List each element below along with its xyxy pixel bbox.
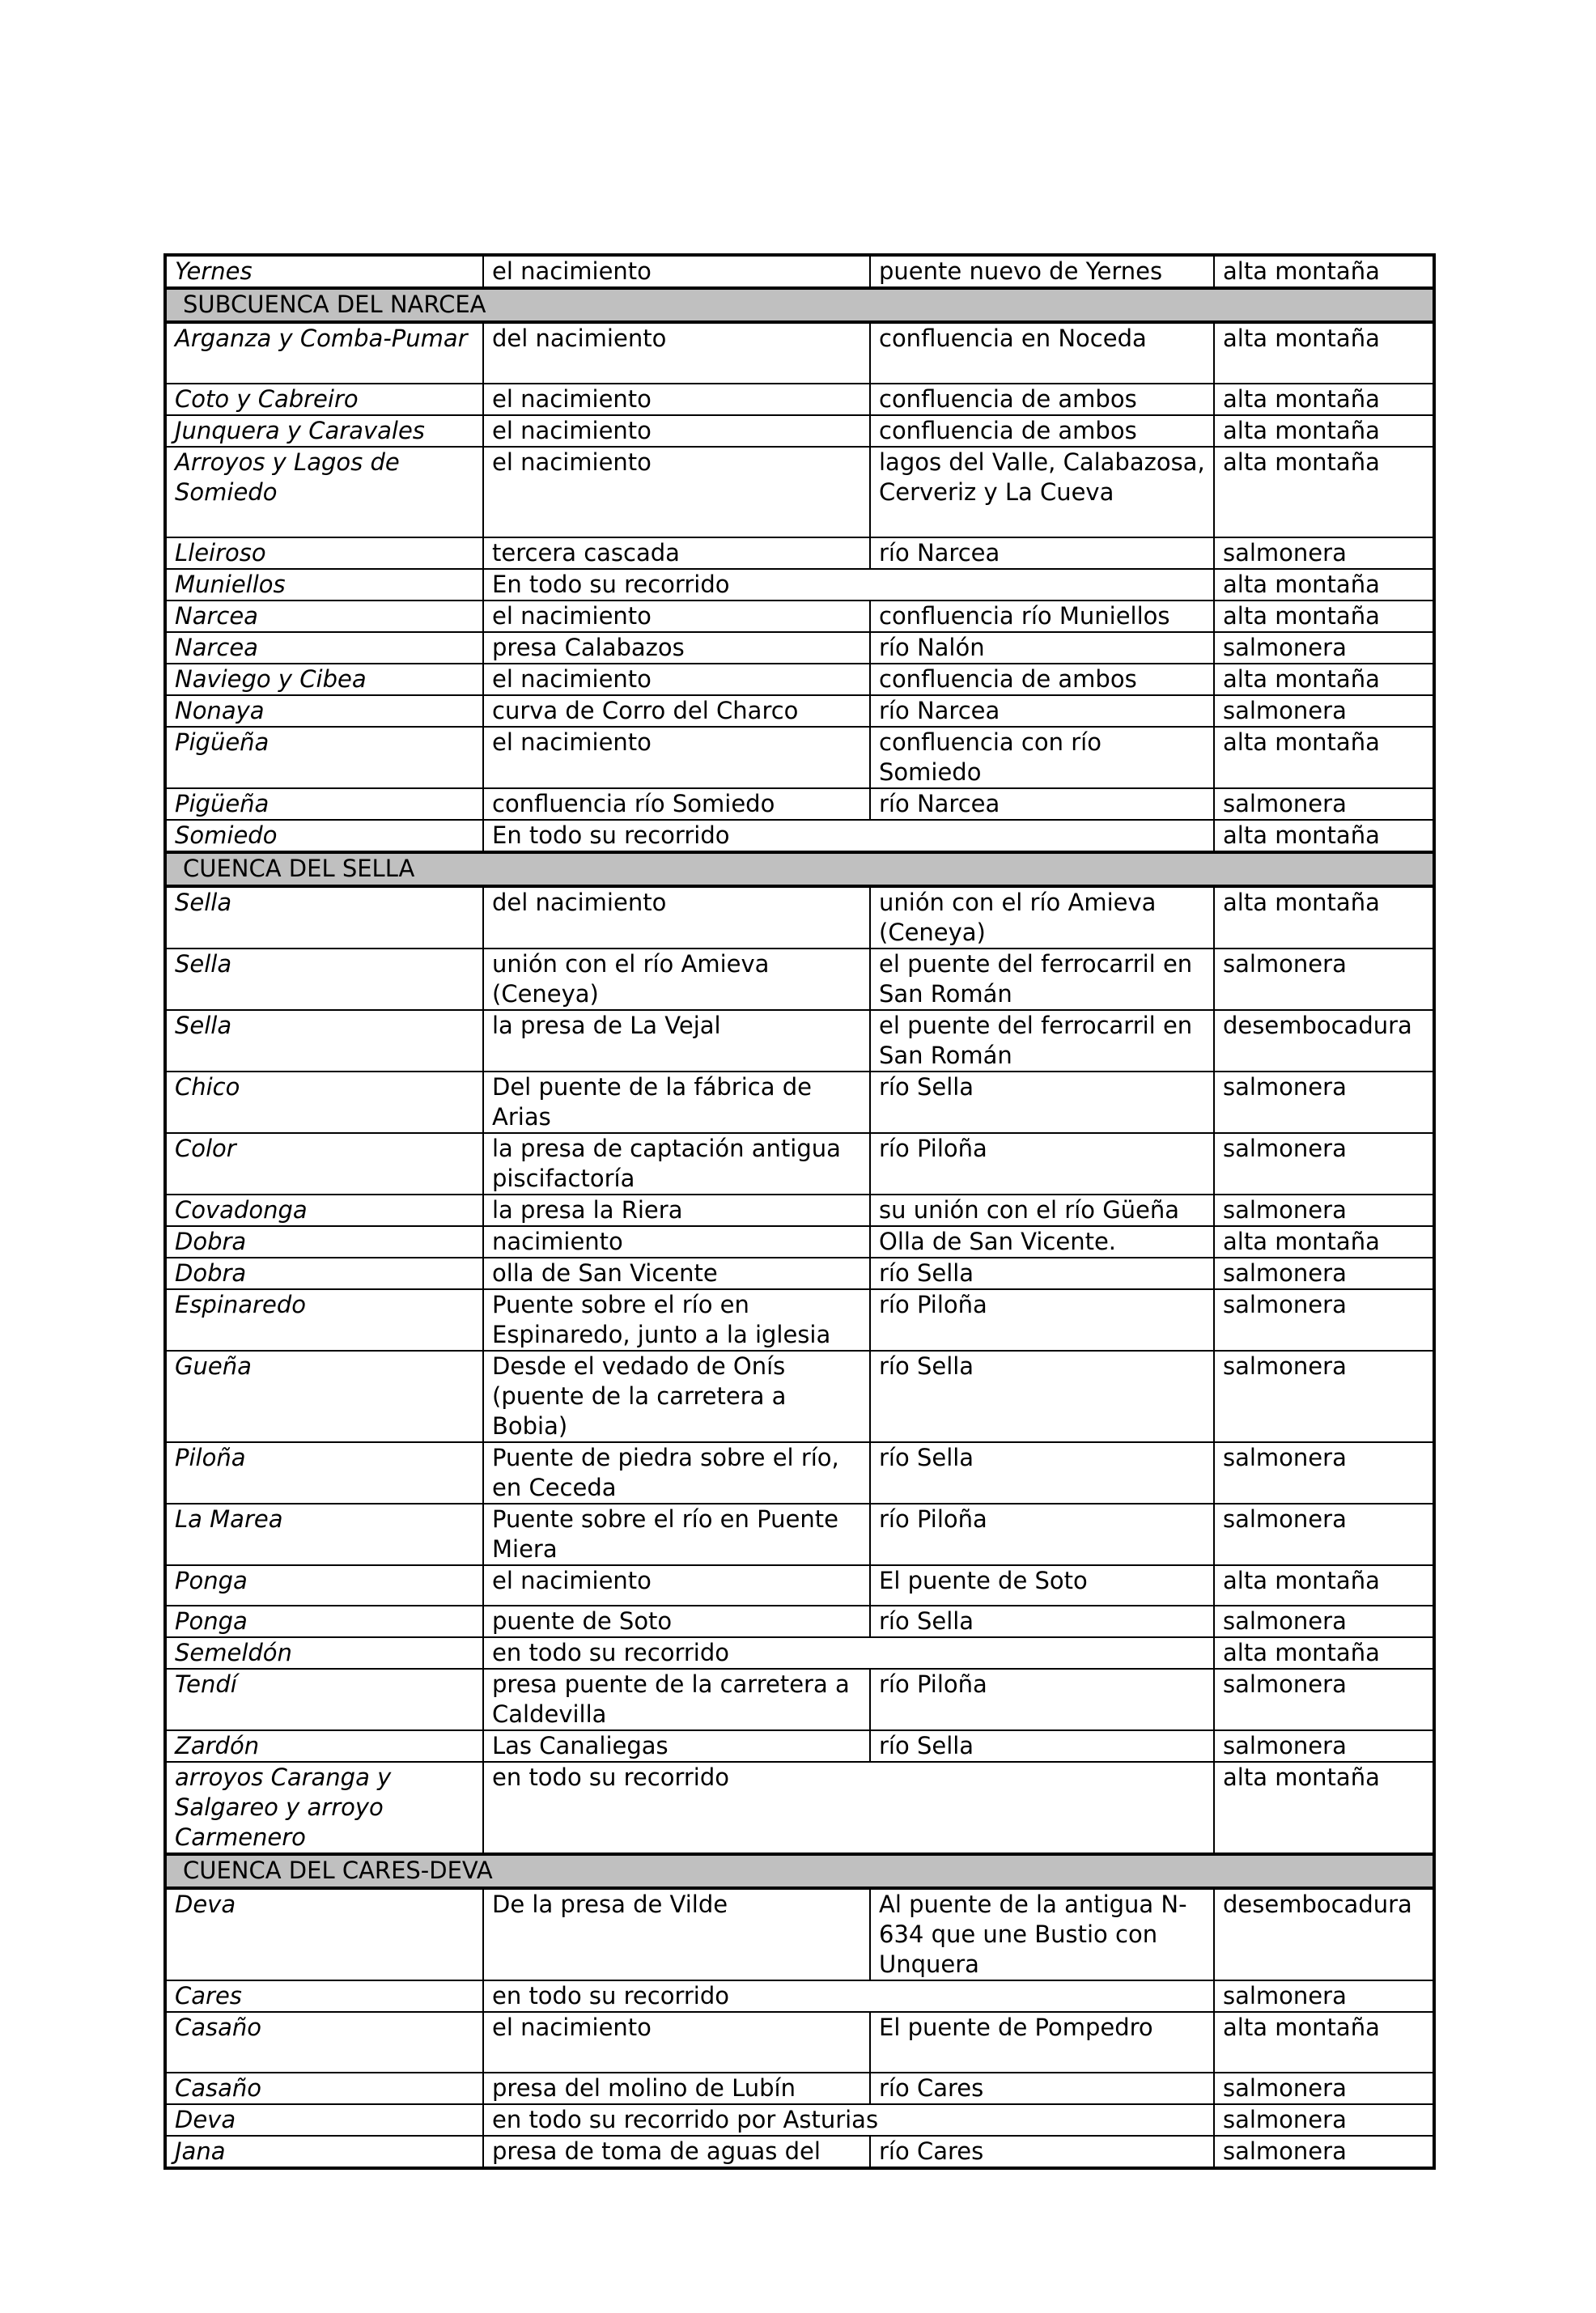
river-name-cell: Casaño <box>165 2073 483 2104</box>
stretch-end-cell: río Sella <box>870 1072 1214 1133</box>
stretch-start-cell: Desde el vedado de Onís (puente de la carretera a Bobia) <box>483 1351 870 1442</box>
table-row <box>165 1351 1434 1442</box>
river-name-cell: Sella <box>165 949 483 1010</box>
table-row <box>165 1010 1434 1072</box>
river-name-cell: Zardón <box>165 1730 483 1762</box>
category-cell: salmonera <box>1214 1669 1434 1730</box>
table-row <box>165 537 1434 569</box>
stretch-start-cell: olla de San Vicente <box>483 1258 870 1289</box>
river-name-cell: Naviego y Cibea <box>165 664 483 695</box>
table-row <box>165 1504 1434 1565</box>
stretch-start-cell: el nacimiento <box>483 384 870 415</box>
stretch-span-cell: En todo su recorrido <box>483 820 1214 852</box>
category-cell: salmonera <box>1214 1980 1434 2012</box>
river-name-cell: Covadonga <box>165 1195 483 1226</box>
river-name-cell: Muniellos <box>165 569 483 601</box>
river-name-cell: Yernes <box>165 255 483 288</box>
category-cell: salmonera <box>1214 2136 1434 2168</box>
river-name-cell: Pigüeña <box>165 727 483 788</box>
stretch-end-cell: río Piloña <box>870 1504 1214 1565</box>
stretch-end-cell: puente nuevo de Yernes <box>870 255 1214 288</box>
table-row <box>165 2073 1434 2104</box>
category-cell: alta montaña <box>1214 447 1434 537</box>
stretch-start-cell: Puente de piedra sobre el río, en Ceceda <box>483 1442 870 1504</box>
stretch-end-cell: río Nalón <box>870 632 1214 664</box>
category-cell: salmonera <box>1214 2073 1434 2104</box>
table-row <box>165 1730 1434 1762</box>
stretch-start-cell: la presa de captación antigua piscifactoría <box>483 1133 870 1195</box>
table-row <box>165 788 1434 820</box>
stretch-end-cell: confluencia de ambos <box>870 384 1214 415</box>
stretch-start-cell: el nacimiento <box>483 415 870 447</box>
category-cell: salmonera <box>1214 788 1434 820</box>
stretch-end-cell: río Sella <box>870 1351 1214 1442</box>
category-cell: salmonera <box>1214 1504 1434 1565</box>
table-row <box>165 1762 1434 1854</box>
table-row <box>165 322 1434 384</box>
table-row <box>165 1669 1434 1730</box>
stretch-start-cell: el nacimiento <box>483 601 870 632</box>
category-cell: salmonera <box>1214 1258 1434 1289</box>
stretch-start-cell: tercera cascada <box>483 537 870 569</box>
stretch-span-cell: en todo su recorrido por Asturias <box>483 2104 1214 2136</box>
table-row <box>165 949 1434 1010</box>
category-cell: salmonera <box>1214 1195 1434 1226</box>
fishing-sections-table <box>163 253 1436 2170</box>
stretch-end-cell: río Piloña <box>870 1133 1214 1195</box>
category-cell: alta montaña <box>1214 1762 1434 1854</box>
stretch-end-cell: confluencia en Noceda <box>870 322 1214 384</box>
category-cell: alta montaña <box>1214 664 1434 695</box>
river-name-cell: Arganza y Comba-Pumar <box>165 322 483 384</box>
table-row <box>165 1565 1434 1606</box>
stretch-start-cell: el nacimiento <box>483 2012 870 2073</box>
category-cell: salmonera <box>1214 1730 1434 1762</box>
river-name-cell: Ponga <box>165 1606 483 1637</box>
stretch-end-cell: El puente de Soto <box>870 1565 1214 1606</box>
table-row <box>165 255 1434 288</box>
stretch-start-cell: el nacimiento <box>483 1565 870 1606</box>
river-name-cell: Junquera y Caravales <box>165 415 483 447</box>
table-row <box>165 1442 1434 1504</box>
table-row <box>165 1133 1434 1195</box>
table-row <box>165 2012 1434 2073</box>
table-row <box>165 664 1434 695</box>
stretch-end-cell: Olla de San Vicente. <box>870 1226 1214 1258</box>
stretch-end-cell: río Sella <box>870 1258 1214 1289</box>
stretch-end-cell: unión con el río Amieva (Ceneya) <box>870 886 1214 949</box>
river-name-cell: Lleiroso <box>165 537 483 569</box>
river-name-cell: Deva <box>165 1888 483 1980</box>
category-cell: alta montaña <box>1214 415 1434 447</box>
stretch-end-cell: río Narcea <box>870 695 1214 727</box>
stretch-end-cell: río Sella <box>870 1730 1214 1762</box>
stretch-start-cell: el nacimiento <box>483 447 870 537</box>
stretch-end-cell: río Sella <box>870 1606 1214 1637</box>
stretch-end-cell: el puente del ferrocarril en San Román <box>870 1010 1214 1072</box>
stretch-span-cell: en todo su recorrido <box>483 1762 1214 1854</box>
category-cell: salmonera <box>1214 949 1434 1010</box>
river-name-cell: Coto y Cabreiro <box>165 384 483 415</box>
category-cell: salmonera <box>1214 1351 1434 1442</box>
river-name-cell: Piloña <box>165 1442 483 1504</box>
river-name-cell: Casaño <box>165 2012 483 2073</box>
stretch-start-cell: la presa de La Vejal <box>483 1010 870 1072</box>
table-row <box>165 1888 1434 1980</box>
stretch-start-cell: Puente sobre el río en Puente Miera <box>483 1504 870 1565</box>
river-name-cell: Pigüeña <box>165 788 483 820</box>
stretch-end-cell: río Cares <box>870 2073 1214 2104</box>
river-name-cell: Deva <box>165 2104 483 2136</box>
category-cell: salmonera <box>1214 1289 1434 1351</box>
stretch-start-cell: el nacimiento <box>483 255 870 288</box>
table-row <box>165 1289 1434 1351</box>
table-row <box>165 415 1434 447</box>
stretch-end-cell: río Piloña <box>870 1669 1214 1730</box>
stretch-start-cell: curva de Corro del Charco <box>483 695 870 727</box>
river-name-cell: arroyos Caranga y Salgareo y arroyo Carmenero <box>165 1762 483 1854</box>
stretch-start-cell: del nacimiento <box>483 886 870 949</box>
stretch-start-cell: el nacimiento <box>483 727 870 788</box>
river-name-cell: Sella <box>165 886 483 949</box>
river-name-cell: Arroyos y Lagos de Somiedo <box>165 447 483 537</box>
river-name-cell: Dobra <box>165 1258 483 1289</box>
category-cell: salmonera <box>1214 1606 1434 1637</box>
stretch-end-cell: confluencia río Muniellos <box>870 601 1214 632</box>
stretch-end-cell: río Sella <box>870 1442 1214 1504</box>
category-cell: alta montaña <box>1214 1226 1434 1258</box>
stretch-end-cell: lagos del Valle, Calabazosa, Cerveriz y La Cueva <box>870 447 1214 537</box>
section-header-row <box>165 852 1434 886</box>
stretch-start-cell: presa puente de la carretera a Caldevilla <box>483 1669 870 1730</box>
category-cell: alta montaña <box>1214 727 1434 788</box>
river-name-cell: Color <box>165 1133 483 1195</box>
category-cell: desembocadura <box>1214 1888 1434 1980</box>
stretch-start-cell: presa del molino de Lubín <box>483 2073 870 2104</box>
stretch-start-cell: del nacimiento <box>483 322 870 384</box>
stretch-end-cell: río Cares <box>870 2136 1214 2168</box>
stretch-span-cell: en todo su recorrido <box>483 1980 1214 2012</box>
category-cell: alta montaña <box>1214 569 1434 601</box>
river-name-cell: Dobra <box>165 1226 483 1258</box>
table-row <box>165 632 1434 664</box>
category-cell: alta montaña <box>1214 1637 1434 1669</box>
stretch-end-cell: río Piloña <box>870 1289 1214 1351</box>
stretch-start-cell: puente de Soto <box>483 1606 870 1637</box>
category-cell: salmonera <box>1214 537 1434 569</box>
category-cell: alta montaña <box>1214 255 1434 288</box>
river-name-cell: Chico <box>165 1072 483 1133</box>
stretch-end-cell: confluencia de ambos <box>870 415 1214 447</box>
river-name-cell: Jana <box>165 2136 483 2168</box>
river-name-cell: Tendí <box>165 1669 483 1730</box>
river-name-cell: Nonaya <box>165 695 483 727</box>
category-cell: salmonera <box>1214 1442 1434 1504</box>
river-name-cell: Gueña <box>165 1351 483 1442</box>
section-title: CUENCA DEL SELLA <box>165 852 1434 886</box>
table-row <box>165 1637 1434 1669</box>
river-name-cell: La Marea <box>165 1504 483 1565</box>
category-cell: alta montaña <box>1214 820 1434 852</box>
section-title: SUBCUENCA DEL NARCEA <box>165 288 1434 322</box>
stretch-start-cell: confluencia río Somiedo <box>483 788 870 820</box>
table-row <box>165 2104 1434 2136</box>
stretch-start-cell: De la presa de Vilde <box>483 1888 870 1980</box>
river-name-cell: Narcea <box>165 632 483 664</box>
river-name-cell: Semeldón <box>165 1637 483 1669</box>
river-name-cell: Ponga <box>165 1565 483 1606</box>
stretch-start-cell: nacimiento <box>483 1226 870 1258</box>
category-cell: alta montaña <box>1214 322 1434 384</box>
table-row <box>165 384 1434 415</box>
category-cell: desembocadura <box>1214 1010 1434 1072</box>
river-name-cell: Somiedo <box>165 820 483 852</box>
stretch-start-cell: Las Canaliegas <box>483 1730 870 1762</box>
table-row <box>165 447 1434 537</box>
river-name-cell: Cares <box>165 1980 483 2012</box>
category-cell: alta montaña <box>1214 601 1434 632</box>
section-header-row <box>165 288 1434 322</box>
table-row <box>165 1072 1434 1133</box>
table-row <box>165 601 1434 632</box>
stretch-start-cell: el nacimiento <box>483 664 870 695</box>
table-row <box>165 727 1434 788</box>
stretch-end-cell: El puente de Pompedro <box>870 2012 1214 2073</box>
category-cell: salmonera <box>1214 1072 1434 1133</box>
stretch-span-cell: En todo su recorrido <box>483 569 1214 601</box>
table-row <box>165 569 1434 601</box>
stretch-start-cell: presa Calabazos <box>483 632 870 664</box>
table-row <box>165 1980 1434 2012</box>
stretch-end-cell: su unión con el río Güeña <box>870 1195 1214 1226</box>
table-row <box>165 1226 1434 1258</box>
category-cell: salmonera <box>1214 695 1434 727</box>
stretch-start-cell: Del puente de la fábrica de Arias <box>483 1072 870 1133</box>
section-header-row <box>165 1854 1434 1888</box>
river-name-cell: Espinaredo <box>165 1289 483 1351</box>
stretch-start-cell: Puente sobre el río en Espinaredo, junto a la iglesia <box>483 1289 870 1351</box>
stretch-end-cell: confluencia con río Somiedo <box>870 727 1214 788</box>
river-name-cell: Narcea <box>165 601 483 632</box>
river-name-cell: Sella <box>165 1010 483 1072</box>
stretch-end-cell: río Narcea <box>870 788 1214 820</box>
table-row <box>165 820 1434 852</box>
table-row <box>165 1606 1434 1637</box>
stretch-end-cell: confluencia de ambos <box>870 664 1214 695</box>
category-cell: salmonera <box>1214 632 1434 664</box>
category-cell: alta montaña <box>1214 1565 1434 1606</box>
table-row <box>165 695 1434 727</box>
stretch-end-cell: Al puente de la antigua N-634 que une Bustio con Unquera <box>870 1888 1214 1980</box>
table-row <box>165 2136 1434 2168</box>
table-body <box>165 255 1434 2168</box>
section-title: CUENCA DEL CARES-DEVA <box>165 1854 1434 1888</box>
table-row <box>165 886 1434 949</box>
category-cell: salmonera <box>1214 2104 1434 2136</box>
stretch-end-cell: el puente del ferrocarril en San Román <box>870 949 1214 1010</box>
category-cell: alta montaña <box>1214 384 1434 415</box>
stretch-start-cell: unión con el río Amieva (Ceneya) <box>483 949 870 1010</box>
stretch-span-cell: en todo su recorrido <box>483 1637 1214 1669</box>
table-row <box>165 1195 1434 1226</box>
category-cell: alta montaña <box>1214 2012 1434 2073</box>
stretch-start-cell: la presa la Riera <box>483 1195 870 1226</box>
stretch-end-cell: río Narcea <box>870 537 1214 569</box>
category-cell: salmonera <box>1214 1133 1434 1195</box>
stretch-start-cell: presa de toma de aguas del <box>483 2136 870 2168</box>
table-row <box>165 1258 1434 1289</box>
category-cell: alta montaña <box>1214 886 1434 949</box>
